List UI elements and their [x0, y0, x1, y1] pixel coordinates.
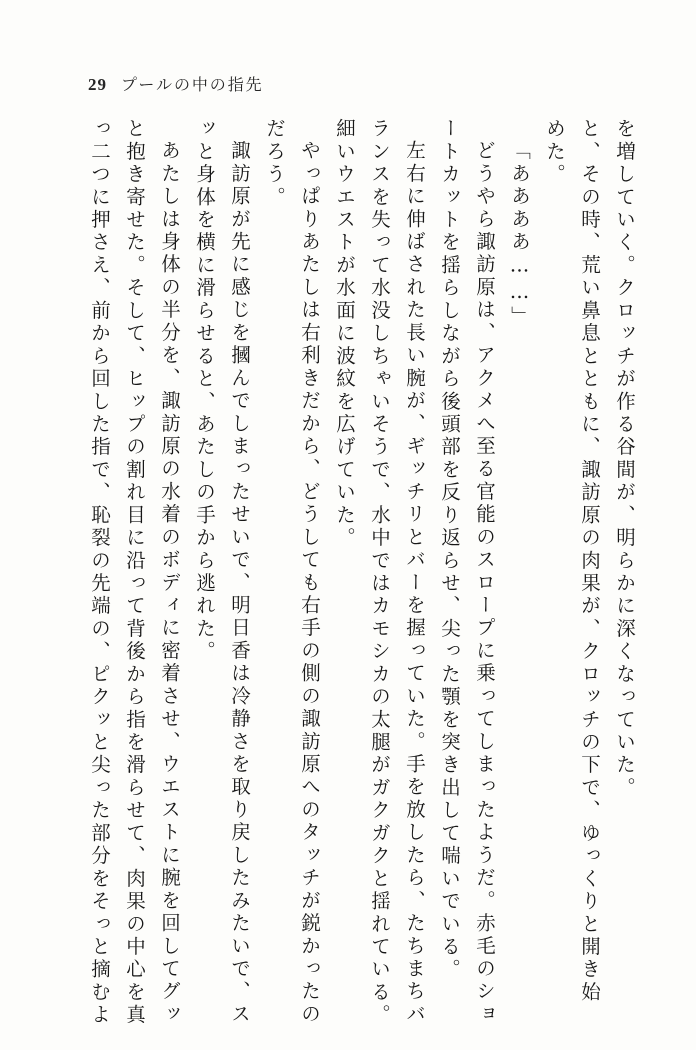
- running-head: [88, 72, 264, 95]
- text-column: 「ああああ……」: [508, 140, 531, 329]
- chapter-title: プールの中の指先: [120, 75, 264, 94]
- text-column: ランスを失って水没しちゃいそうで、水中ではカモシカの太腿がガクガクと揺れている。: [368, 118, 391, 1027]
- text-column: どうやら諏訪原は、アクメへ至る官能のスロープに乗ってしまったようだ。赤毛のショ: [473, 140, 496, 1026]
- text-column: と、その時、荒い鼻息とともに、諏訪原の肉果が、クロッチの下で、ゆっくりと開き始: [578, 118, 601, 1004]
- text-column: ッと身体を横に滑らせると、あたしの手から逃れた。: [193, 118, 216, 664]
- text-column: っ二つに押さえ、前から回した指で、恥裂の先端の、ピクッと尖った部分をそっと摘むよ: [88, 118, 111, 1027]
- vertical-text-block: [74, 118, 636, 1027]
- text-column: あたしは身体の半分を、諏訪原の水着のボディに密着させ、ウエストに腕を回してグッ: [158, 140, 181, 1026]
- text-column: ートカットを揺らしながら後頭部を反り返らせ、尖った顎を突き出して喘いでいる。: [438, 118, 461, 982]
- text-column: 諏訪原が先に感じを摑んでしまったせいで、明日香は冷静さを取り戻したみたいで、ス: [228, 140, 251, 1026]
- text-column: 左右に伸ばされた長い腕が、ギッチリとバーを握っていた。手を放したら、たちまちバ: [403, 140, 426, 1026]
- text-column: 細いウエストが水面に波紋を広げていた。: [333, 118, 356, 550]
- text-column: だろう。: [263, 118, 286, 209]
- text-column: と抱き寄せた。そして、ヒップの割れ目に沿って背後から指を滑らせて、肉果の中心を真: [123, 118, 146, 1027]
- text-column: めた。: [543, 118, 566, 187]
- text-column: やっぱりあたしは右利きだから、どうしても右手の側の諏訪原へのタッチが鋭かったの: [298, 140, 321, 1026]
- page-number: 29: [88, 75, 107, 94]
- text-column: を増していく。クロッチが作る谷間が、明らかに深くなっていた。: [613, 118, 636, 800]
